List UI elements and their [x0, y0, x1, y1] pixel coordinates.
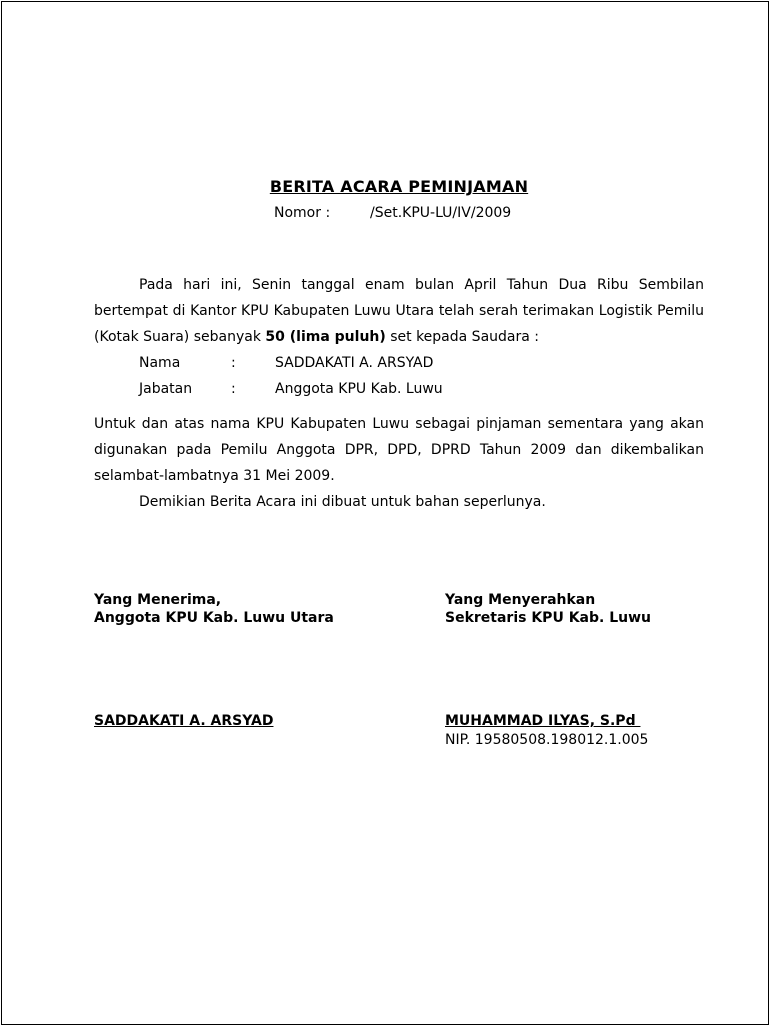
- document-title: BERITA ACARA PEMINJAMAN: [269, 177, 529, 196]
- opening-text-end: set kepada Saudara :: [385, 329, 539, 345]
- field-value-nama: SADDAKATI A. ARSYAD: [275, 355, 434, 371]
- receiver-signature-block: [94, 591, 334, 627]
- field-row-jabatan: [139, 381, 443, 397]
- receiver-heading: Yang Menerima,: [94, 592, 222, 608]
- closing-paragraph: Demikian Berita Acara ini dibuat untuk bahan seperlunya.: [139, 494, 546, 510]
- document-page: [1, 1, 769, 1025]
- receiver-name: SADDAKATI A. ARSYAD: [94, 713, 274, 729]
- receiver-position: Anggota KPU Kab. Luwu Utara: [94, 610, 334, 626]
- quantity-text: 50 (lima puluh): [265, 329, 386, 345]
- field-label-nama: Nama: [139, 355, 181, 371]
- purpose-paragraph: Untuk dan atas nama KPU Kabupaten Luwu sebagai pinjaman sementara yang akan digunakan pada Pemilu Anggota DPR, DPD, DPRD Tahun 2009 dan dikembalikan selambat-lambatnya 31 Mei 2009.: [94, 416, 704, 484]
- field-colon: :: [231, 381, 236, 397]
- giver-name: MUHAMMAD ILYAS, S.Pd: [445, 713, 641, 729]
- opening-text-start: Pada hari ini, Senin tanggal enam bulan April Tahun Dua Ribu Sembilan bertempat di Kantor KPU Kabupaten Luwu Utara telah serah terimakan Logistik Pemilu (Kotak Suara) sebanyak: [94, 277, 704, 345]
- giver-position: Sekretaris KPU Kab. Luwu: [445, 610, 651, 626]
- nomor-value: /Set.KPU-LU/IV/2009: [370, 205, 512, 221]
- field-label-jabatan: Jabatan: [139, 381, 193, 397]
- giver-nip: NIP. 19580508.198012.1.005: [445, 732, 649, 748]
- field-value-jabatan: Anggota KPU Kab. Luwu: [275, 381, 443, 397]
- giver-signature-block: [445, 591, 745, 627]
- field-colon: :: [231, 355, 236, 371]
- nomor-label: Nomor :: [274, 205, 331, 221]
- giver-heading: Yang Menyerahkan: [445, 592, 596, 608]
- field-row-nama: [139, 355, 433, 371]
- document-number: [274, 205, 511, 221]
- opening-paragraph: [94, 272, 704, 350]
